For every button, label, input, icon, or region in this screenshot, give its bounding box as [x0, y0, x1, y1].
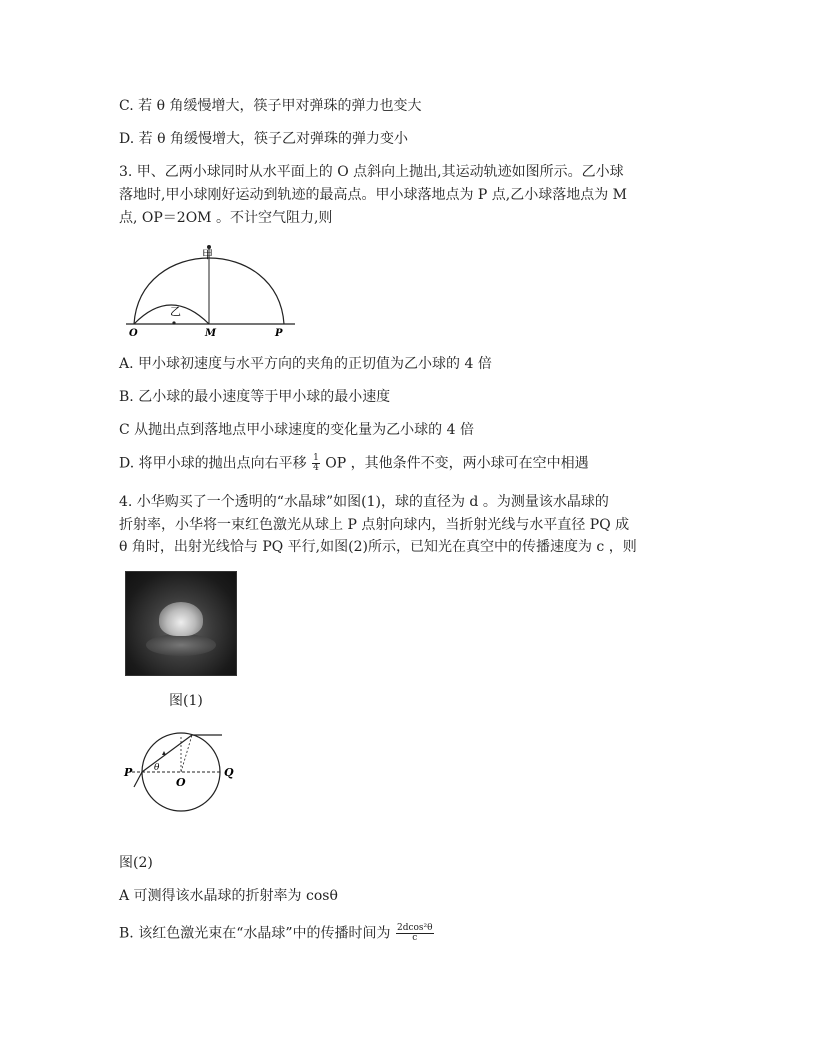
fraction-denominator: 4: [313, 463, 319, 473]
q3-stem-line1: 3. 甲、乙两小球同时从水平面上的 O 点斜向上抛出,其运动轨迹如图所示。乙小球: [119, 164, 624, 180]
label-theta: θ: [154, 763, 160, 773]
label-m: M: [205, 328, 217, 338]
photo-leaf: [146, 634, 216, 656]
q4-option-b-fraction: [396, 924, 434, 943]
normal-line: [181, 735, 192, 772]
q3-option-d-prefix: D. 将甲小球的抛出点向右平移: [119, 455, 307, 472]
q4-stem-line3: θ 角时，出射光线恰与 PQ 平行,如图(2)所示，已知光在真空中的传播速度为 c ，则: [119, 539, 637, 555]
fraction-numerator: 2dcos²θ: [396, 923, 433, 933]
fraction-denominator: c: [412, 933, 418, 943]
q3-option-b: B. 乙小球的最小速度等于甲小球的最小速度: [119, 389, 391, 405]
q3-option-d: [119, 454, 589, 473]
q4-option-a: A 可测得该水晶球的折射率为 cosθ: [119, 888, 338, 904]
label-yi: 乙: [170, 305, 181, 318]
label-p: P: [124, 766, 133, 779]
q3-option-c: C 从抛出点到落地点甲小球速度的变化量为乙小球的 4 倍: [119, 422, 474, 438]
label-o: O: [129, 328, 138, 338]
crystal-ball-photo: [125, 571, 237, 676]
q3-stem-line2: 落地时,甲小球刚好运动到轨迹的最高点。甲小球落地点为 P 点,乙小球落地点为 M: [119, 187, 628, 203]
photo-lotus: [159, 602, 203, 636]
fraction-numerator: 1: [313, 453, 319, 463]
figure-1-caption: 图(1): [169, 693, 203, 709]
label-p: P: [275, 328, 283, 338]
q4-stem-line2: 折射率，小华将一束红色激光从球上 P 点射向球内，当折射光线与水平直径 PQ 成: [119, 517, 630, 533]
q3-option-a: A. 甲小球初速度与水平方向的夹角的正切值为乙小球的 4 倍: [119, 356, 492, 372]
q4-option-b-prefix: B. 该红色激光束在“水晶球”中的传播时间为: [119, 925, 391, 942]
q2-option-d: D. 若 θ 角缓慢增大，筷子乙对弹珠的弹力变小: [119, 131, 408, 147]
q3-option-d-suffix: OP ，其他条件不变，两小球可在空中相遇: [325, 455, 589, 472]
figure-2-caption: 图(2): [119, 855, 153, 871]
label-jia: 甲: [202, 248, 213, 261]
q3-option-d-fraction: [312, 454, 320, 473]
ray-arrow: [162, 751, 166, 755]
q4-stem-line1: 4. 小华购买了一个透明的“水晶球”如图(1)，球的直径为 d 。为测量该水晶球的: [119, 494, 609, 510]
crystal-ball-diagram: [122, 725, 248, 817]
q3-stem-line3: 点, OP＝2OM 。不计空气阻力,则: [119, 210, 333, 226]
label-q: Q: [224, 766, 234, 779]
label-o: O: [176, 776, 186, 789]
q4-option-b: [119, 924, 435, 943]
q2-option-c: C. 若 θ 角缓慢增大，筷子甲对弹珠的弹力也变大: [119, 98, 422, 114]
ball-yi: [172, 321, 175, 324]
refracted-ray: [142, 735, 192, 772]
q3-trajectory-figure: [120, 238, 300, 338]
incident-ray: [134, 772, 142, 787]
